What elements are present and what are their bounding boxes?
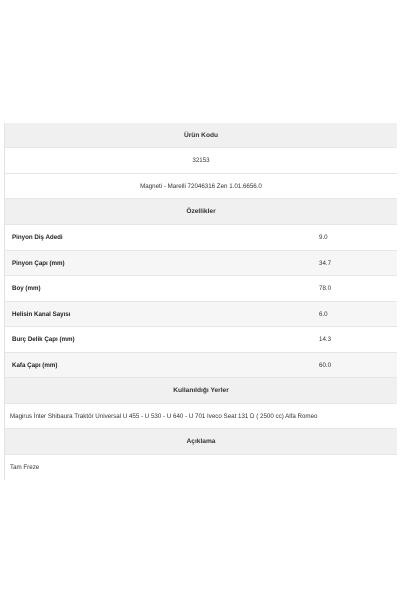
- spec-label: Burç Delik Çapı (mm): [12, 336, 75, 343]
- spec-label: Pinyon Diş Adedi: [12, 234, 63, 241]
- spec-value: 6.0: [319, 310, 328, 318]
- features-header-label: Özellikler: [186, 208, 216, 215]
- spec-value: 9.0: [319, 234, 328, 241]
- product-code-row: [5, 148, 397, 174]
- spec-value: 78.0: [319, 285, 332, 292]
- usage-row: [5, 404, 397, 429]
- product-code-header: [5, 123, 397, 148]
- spec-row: [5, 251, 397, 276]
- spec-row: [5, 302, 397, 327]
- product-code-value: 32153: [192, 157, 210, 164]
- spec-row: [5, 276, 397, 302]
- description-row: [5, 455, 397, 480]
- usage-text: Magirus İnter Shibaura Traktör Universal U 455 - U 530 - U 640 - U 701 Iveco Seat 131 D ( 2500 cc) Alfa Romeo: [10, 412, 318, 420]
- description-text: Tam Freze: [10, 464, 40, 471]
- spec-label: Helisin Kanal Sayısı: [12, 310, 71, 318]
- oem-code-value: Magneti - Marelli 72046316 Zen 1.01.6656.0: [140, 182, 262, 190]
- description-header-label: Açıklama: [186, 438, 216, 445]
- oem-code-row: [5, 174, 397, 199]
- spec-label: Pinyon Çapı (mm): [12, 259, 65, 267]
- usage-header-label: Kullanıldığı Yerler: [173, 387, 229, 394]
- spec-value: 34.7: [319, 259, 332, 267]
- spec-row: [5, 353, 397, 378]
- spec-value: 60.0: [319, 361, 332, 369]
- description-header: [5, 429, 397, 455]
- spec-row: [5, 327, 397, 353]
- spec-label: Boy (mm): [12, 285, 41, 292]
- spec-value: 14.3: [319, 336, 332, 343]
- features-header: [5, 199, 397, 225]
- product-code-header-label: Ürün Kodu: [183, 131, 219, 139]
- usage-header: [5, 378, 397, 404]
- product-spec-table: [4, 123, 397, 480]
- spec-row: [5, 225, 397, 251]
- spec-label: Kafa Çapı (mm): [12, 361, 58, 369]
